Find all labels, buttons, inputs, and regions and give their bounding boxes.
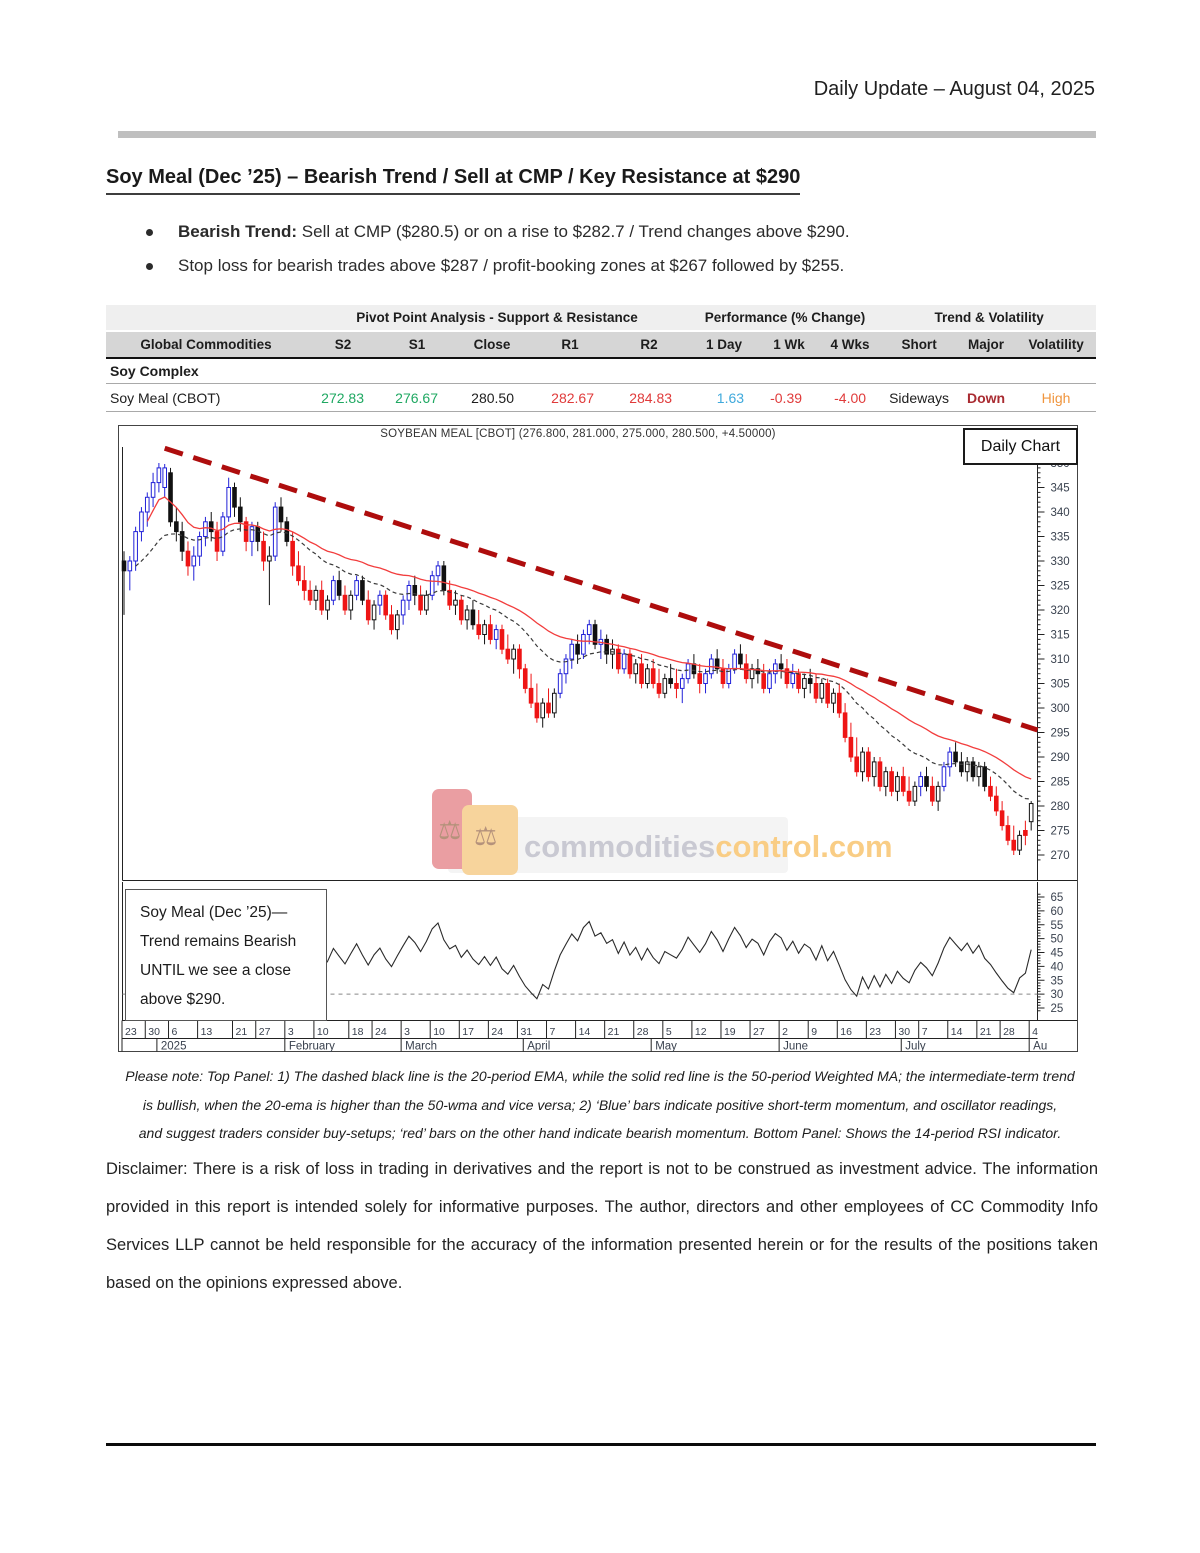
svg-text:290: 290	[1050, 752, 1070, 764]
report-date-header: Daily Update – August 04, 2025	[813, 78, 1095, 100]
footer-divider	[106, 1443, 1096, 1446]
value-s1: 276.67	[380, 384, 454, 412]
commoditiescontrol-watermark	[418, 785, 893, 877]
header-divider-bar	[118, 131, 1096, 138]
svg-text:3: 3	[404, 1026, 410, 1038]
pivot-point-table	[106, 305, 1096, 412]
svg-text:June: June	[783, 1040, 809, 1053]
svg-text:April: April	[527, 1040, 551, 1053]
svg-text:17: 17	[462, 1026, 474, 1038]
svg-text:March: March	[405, 1040, 438, 1053]
svg-text:23: 23	[869, 1026, 882, 1038]
group-header-pivot: Pivot Point Analysis - Support & Resistance	[306, 305, 688, 331]
svg-text:12: 12	[694, 1026, 707, 1038]
col-global-commodities: Global Commodities	[106, 331, 306, 358]
svg-text:27: 27	[258, 1026, 271, 1038]
svg-text:50: 50	[1050, 933, 1064, 946]
svg-text:24: 24	[491, 1026, 504, 1038]
footnote-line: Please note: Top Panel: 1) The dashed black line is the 20-period EMA, while the solid red line is the 50-period Weighted MA; the intermediate-term trend	[125, 1068, 1075, 1084]
svg-text:315: 315	[1050, 629, 1070, 642]
svg-text:65: 65	[1050, 892, 1064, 904]
value-s2: 272.83	[306, 384, 380, 412]
value-major-trend: Down	[956, 384, 1016, 412]
svg-text:14: 14	[578, 1026, 591, 1038]
svg-text:19: 19	[723, 1026, 736, 1038]
svg-text:24: 24	[375, 1026, 387, 1038]
svg-text:30: 30	[898, 1026, 911, 1038]
svg-text:4: 4	[1032, 1026, 1039, 1038]
svg-text:16: 16	[840, 1026, 852, 1038]
commodity-name: Soy Meal (CBOT)	[106, 384, 306, 412]
svg-text:21: 21	[979, 1026, 992, 1038]
svg-text:60: 60	[1050, 905, 1064, 918]
scales-icon: ⚖	[438, 815, 462, 845]
value-1wk: -0.39	[760, 384, 818, 412]
col-r2: R2	[610, 331, 688, 358]
annotation-line: above $290.	[140, 991, 226, 1008]
col-1day: 1 Day	[688, 331, 760, 358]
table-section-row	[106, 358, 1096, 384]
svg-text:305: 305	[1050, 678, 1070, 691]
svg-text:July: July	[905, 1040, 926, 1053]
svg-text:13: 13	[200, 1026, 213, 1038]
bullet-lead: Bearish Trend:	[178, 222, 298, 241]
svg-text:May: May	[655, 1040, 677, 1053]
daily-price-chart	[118, 425, 1078, 1053]
svg-text:270: 270	[1050, 850, 1070, 862]
svg-text:10: 10	[316, 1026, 329, 1038]
svg-text:2: 2	[782, 1026, 788, 1038]
value-r1: 282.67	[530, 384, 610, 412]
svg-text:40: 40	[1050, 961, 1064, 974]
bullet-stop-loss	[178, 256, 844, 276]
svg-text:27: 27	[753, 1026, 765, 1038]
bullet-icon	[146, 263, 153, 270]
bullet-icon	[146, 229, 153, 236]
svg-text:45: 45	[1050, 947, 1064, 960]
svg-text:10: 10	[433, 1026, 445, 1038]
svg-text:7: 7	[921, 1026, 928, 1038]
table-row	[106, 384, 1096, 412]
svg-text:6: 6	[171, 1026, 178, 1038]
value-1day: 1.63	[688, 384, 760, 412]
chart-footnote	[100, 1062, 1100, 1148]
col-volatility: Volatility	[1016, 331, 1096, 358]
svg-text:Au: Au	[1033, 1040, 1048, 1053]
footnote-line: and suggest traders consider buy-setups; ‘red’ bars on the other hand indicate bearish momentum. Bottom Panel: Shows the 14-period RSI indicator.	[138, 1125, 1062, 1141]
svg-text:35: 35	[1050, 975, 1064, 988]
bullet-text: Stop loss for bearish trades above $287 / profit-booking zones at $267 followed by $255.	[178, 256, 845, 275]
col-s1: S1	[380, 331, 454, 358]
group-header-trend: Trend & Volatility	[882, 305, 1096, 331]
col-major: Major	[956, 331, 1016, 358]
svg-text:February: February	[288, 1040, 335, 1053]
daily-chart-label: Daily Chart	[963, 428, 1078, 465]
svg-text:55: 55	[1050, 919, 1064, 932]
col-close: Close	[454, 331, 530, 358]
annotation-line: Trend remains Bearish	[140, 933, 297, 950]
chart-title: SOYBEAN MEAL [CBOT] (276.800, 281.000, 275.000, 280.500, +4.50000)	[380, 428, 776, 440]
svg-text:14: 14	[950, 1026, 963, 1038]
chart-annotation-box	[125, 889, 327, 1021]
svg-text:5: 5	[665, 1026, 672, 1038]
col-4wks: 4 Wks	[818, 331, 882, 358]
scales-icon: ⚖	[474, 821, 498, 851]
svg-text:325: 325	[1050, 580, 1070, 593]
value-short-trend: Sideways	[882, 384, 956, 412]
table-group-header-row	[106, 305, 1096, 331]
svg-text:31: 31	[520, 1026, 533, 1038]
svg-text:345: 345	[1050, 482, 1070, 495]
annotation-line: Soy Meal (Dec ’25)—	[140, 904, 288, 921]
svg-text:3: 3	[287, 1026, 294, 1038]
col-r1: R1	[530, 331, 610, 358]
svg-text:9: 9	[811, 1026, 818, 1038]
svg-text:275: 275	[1050, 825, 1070, 838]
svg-text:25: 25	[1050, 1003, 1064, 1015]
svg-text:2025: 2025	[160, 1040, 187, 1053]
svg-text:30: 30	[1050, 989, 1064, 1002]
watermark-text: commoditiescontrol.com	[524, 829, 893, 864]
svg-text:300: 300	[1050, 703, 1070, 715]
svg-text:21: 21	[235, 1026, 248, 1038]
col-s2: S2	[306, 331, 380, 358]
annotation-line: UNTIL we see a close	[140, 962, 292, 979]
svg-text:30: 30	[148, 1026, 160, 1038]
svg-text:335: 335	[1050, 531, 1070, 544]
svg-text:320: 320	[1050, 605, 1070, 617]
svg-text:285: 285	[1050, 776, 1070, 789]
svg-text:295: 295	[1050, 727, 1070, 740]
section-label: Soy Complex	[106, 358, 1096, 384]
col-short: Short	[882, 331, 956, 358]
group-header-empty	[106, 305, 306, 331]
svg-text:18: 18	[351, 1026, 364, 1038]
svg-text:310: 310	[1050, 654, 1070, 666]
bullet-text: Sell at CMP ($280.5) or on a rise to $282.7 / Trend changes above $290.	[297, 222, 850, 241]
svg-text:23: 23	[125, 1026, 137, 1038]
col-1wk: 1 Wk	[760, 331, 818, 358]
value-4wks: -4.00	[818, 384, 882, 412]
footnote-line: is bullish, when the 20-ema is higher than the 50-wma and vice versa; 2) ‘Blue’ bars indicate positive short-term momentum, and oscillator readings,	[142, 1096, 1058, 1113]
disclaimer-text: Disclaimer: There is a risk of loss in trading in derivatives and the report is not to be construed as investment advice. The information provided in this report is intended solely for informative purposes. The author, directors and other employees of CC Commodity Info Services LLP cannot be held responsible for the accuracy of the information presented herein or for the results of the positions taken based on the opinions expressed above.	[106, 1160, 1098, 1292]
svg-text:340: 340	[1050, 507, 1070, 519]
table-column-header-row	[106, 331, 1096, 358]
svg-text:330: 330	[1050, 556, 1070, 568]
bullet-bearish-trend	[178, 222, 850, 242]
value-close: 280.50	[454, 384, 530, 412]
svg-text:7: 7	[549, 1026, 556, 1038]
svg-text:21: 21	[607, 1026, 620, 1038]
group-header-performance: Performance (% Change)	[688, 305, 882, 331]
value-r2: 284.83	[610, 384, 688, 412]
svg-text:28: 28	[636, 1026, 649, 1038]
page-title: Soy Meal (Dec ’25) – Bearish Trend / Sell at CMP / Key Resistance at $290	[106, 166, 800, 195]
svg-text:280: 280	[1050, 801, 1070, 813]
value-volatility: High	[1016, 384, 1096, 412]
svg-text:28: 28	[1003, 1026, 1015, 1038]
